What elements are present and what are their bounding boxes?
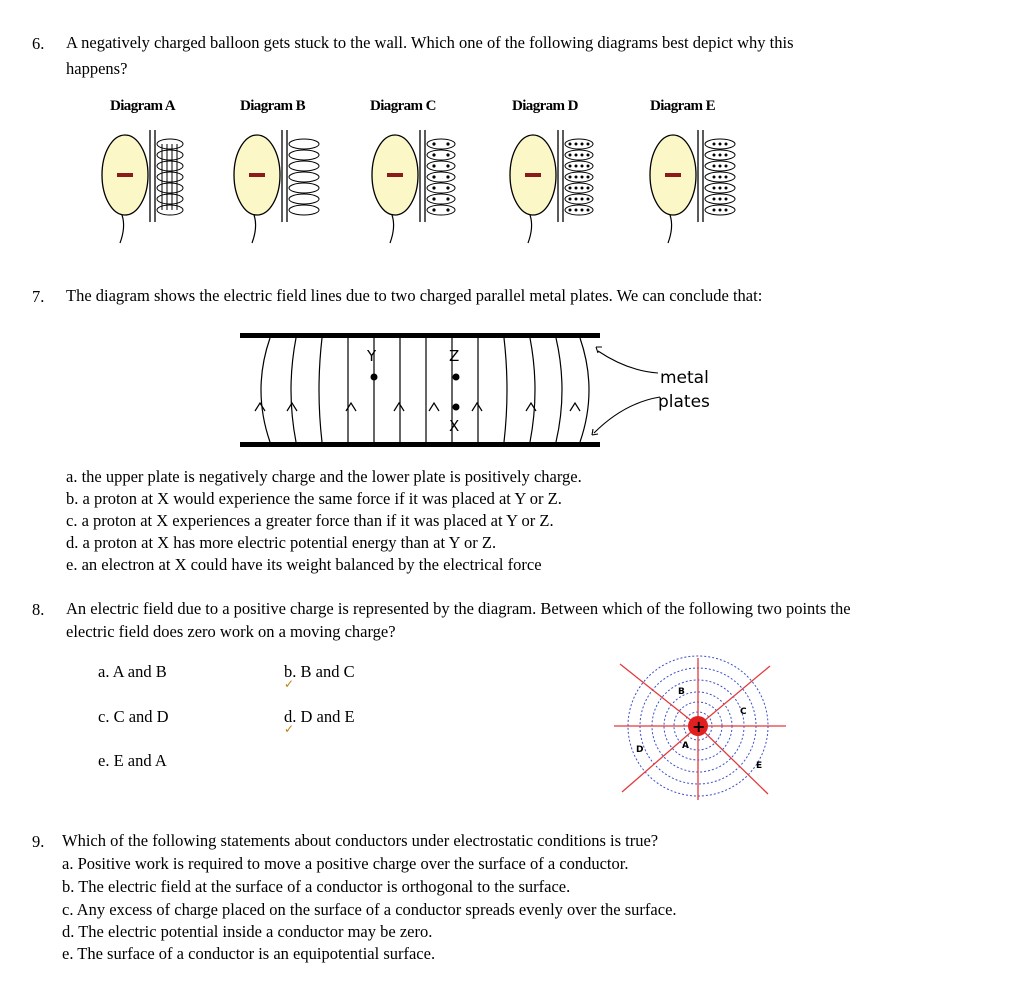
diagram-c <box>372 130 455 243</box>
label-e: E <box>756 761 763 771</box>
question-number: 6. <box>32 34 45 53</box>
diagram-e <box>650 130 735 243</box>
cursor-mark-icon: ✓ <box>284 722 295 736</box>
upper-plate <box>240 333 600 338</box>
option-e[interactable]: e. The surface of a conductor is an equipotential surface. <box>62 944 436 963</box>
question-text: Which of the following statements about conductors under electrostatic conditions is true? <box>62 831 659 850</box>
balloon-string <box>668 215 672 243</box>
label-z: Z <box>449 347 460 365</box>
minus-sign-icon <box>117 173 133 177</box>
option-e[interactable]: e. an electron at X could have its weight balanced by the electrical force <box>66 555 542 574</box>
option-a[interactable]: a. the upper plate is negatively charge and the lower plate is positively charge. <box>66 467 582 486</box>
diagram-b <box>234 130 319 243</box>
option-c[interactable]: c. a proton at X experiences a greater force than if it was placed at Y or Z. <box>66 511 554 530</box>
balloon-string <box>120 215 124 243</box>
minus-sign-icon <box>525 173 541 177</box>
wall-charges <box>282 130 319 222</box>
question-text-line-1: A negatively charged balloon gets stuck to the wall. Which one of the following diagrams best depict why this <box>66 33 794 52</box>
label-d: D <box>636 745 644 755</box>
option-b[interactable]: b. The electric field at the surface of a conductor is orthogonal to the surface. <box>62 877 571 896</box>
label-x: X <box>449 417 460 435</box>
minus-sign-icon <box>665 173 681 177</box>
option-c[interactable]: c. C and D <box>98 707 169 726</box>
point-y <box>371 374 378 381</box>
minus-sign-icon <box>249 173 265 177</box>
wall-charges <box>698 130 735 222</box>
wall-charges <box>420 130 455 222</box>
diagram-c-label: Diagram C <box>370 98 436 114</box>
diagram-a <box>102 130 183 243</box>
balloon-string <box>252 215 256 243</box>
plates-label: plates <box>658 392 710 412</box>
diagram-b-label: Diagram B <box>240 98 306 114</box>
arrow-icons <box>255 403 580 411</box>
question-text: The diagram shows the electric field lines due to two charged parallel metal plates. We can conclude that: <box>66 286 763 305</box>
point-x <box>453 404 460 411</box>
diagram-e-label: Diagram E <box>650 98 716 114</box>
option-d[interactable]: d. a proton at X has more electric potential energy than at Y or Z. <box>66 533 497 552</box>
diagram-d <box>510 130 593 243</box>
question-text-line-1: An electric field due to a positive charge is represented by the diagram. Between which of the following two points the <box>66 599 851 618</box>
point-z <box>453 374 460 381</box>
question-number: 7. <box>32 287 45 306</box>
minus-sign-icon <box>387 173 403 177</box>
option-c[interactable]: c. Any excess of charge placed on the surface of a conductor spreads evenly over the surface. <box>62 900 677 919</box>
option-d[interactable]: d. D and E <box>284 707 355 726</box>
lower-plate <box>240 442 600 447</box>
question-text-line-2: happens? <box>66 59 128 78</box>
question-number: 9. <box>32 832 45 851</box>
diagram-d-label: Diagram D <box>512 98 578 114</box>
parallel-plates-diagram <box>230 325 750 455</box>
balloon-string <box>528 215 532 243</box>
label-a: A <box>682 741 689 751</box>
metal-label: metal <box>660 368 709 388</box>
label-b: B <box>678 687 685 697</box>
option-b[interactable]: b. B and C <box>284 662 355 681</box>
option-d[interactable]: d. The electric potential inside a conductor may be zero. <box>62 922 433 941</box>
label-pointer-icon <box>592 347 660 435</box>
field-lines <box>261 338 589 442</box>
label-c: C <box>740 707 747 717</box>
balloon-diagrams <box>0 120 1024 250</box>
balloon-string <box>390 215 394 243</box>
option-a[interactable]: a. A and B <box>98 662 167 681</box>
option-b[interactable]: b. a proton at X would experience the same force if it was placed at Y or Z. <box>66 489 562 508</box>
label-y: Y <box>367 347 377 365</box>
question-text-line-2: electric field does zero work on a moving charge? <box>66 622 396 641</box>
option-a[interactable]: a. Positive work is required to move a positive charge over the surface of a conductor. <box>62 854 629 873</box>
wall-charges <box>150 130 183 222</box>
plus-sign-icon: + <box>692 717 706 736</box>
option-e[interactable]: e. E and A <box>98 751 167 770</box>
wall-charges <box>558 130 593 222</box>
point-charge-field-diagram <box>610 652 790 802</box>
question-number: 8. <box>32 600 45 619</box>
diagram-a-label: Diagram A <box>110 98 176 114</box>
cursor-mark-icon: ✓ <box>284 677 295 691</box>
